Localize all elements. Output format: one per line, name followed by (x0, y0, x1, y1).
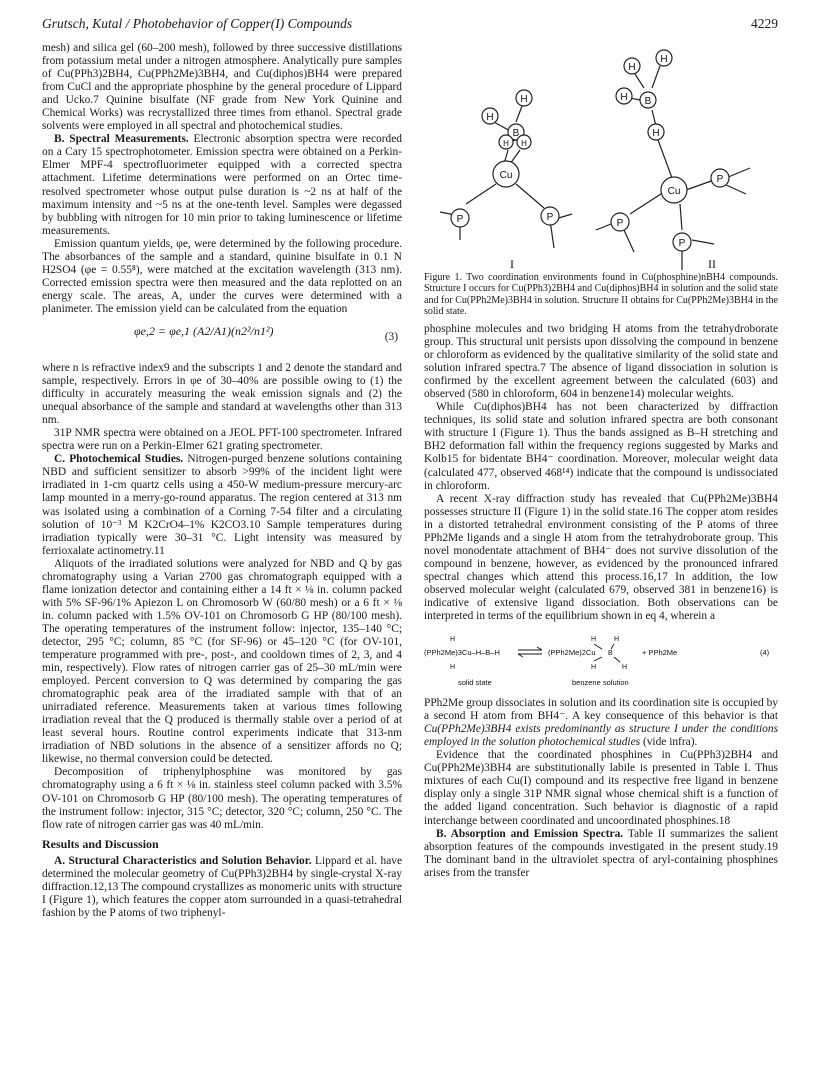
paragraph-nmr: 31P NMR spectra were obtained on a JEOL PFT-100 spectrometer. Infrared spectra were run on a Perkin-Elmer 621 grating spectrometer. (42, 427, 402, 453)
svg-text:B: B (608, 650, 613, 658)
atom-h: H (628, 62, 636, 73)
paragraph-photochem: C. Photochemical Studies. Nitrogen-purged benzene solutions containing NBD and sufficient sensitizer to absorb >99% of the incident light were irradiated in 1-cm quartz cells using a 450-W medium-pressure mercury-arc lamp mounted in a merry-go-round apparatus. The region centered at 313 nm was isolated using a combination of a Corning 7-54 filter and a circulating solution of 10⁻³ M K2CrO4–1% K2CO3.10 Sample temperatures during irradiation typically were 30–31 °C. Light intensity was measured by ferrioxalate actinometry.11 (42, 453, 402, 557)
atom-p: P (716, 174, 724, 185)
atom-p: P (678, 238, 686, 249)
atom-p: P (456, 214, 464, 225)
section-heading-results: Results and Discussion (42, 836, 159, 851)
paragraph-dissociation: PPh2Me group dissociates in solution and its coordination site is occupied by a second H atom from BH4⁻. A key consequence of this behavior is that Cu(PPh2Me)3BH4 exists predominantly as structure I under the conditions employed in the solution photochemical studies (vide infra). (424, 697, 778, 749)
section-heading-absorption: B. Absorption and Emission Spectra. (436, 827, 624, 840)
equation-4 (424, 631, 778, 691)
emphasis-structure-i: Cu(PPh2Me)3BH4 exists predominantly as structure I under the conditions employed in the solution photochemical studies (424, 723, 778, 749)
atom-h: H (652, 128, 660, 139)
structure-label-i: I (510, 257, 514, 271)
paragraph-structural: A. Structural Characteristics and Solution Behavior. Lippard et al. have determined the molecular geometry of Cu(PPh3)2BH4 by single-crystal X-ray diffraction.12,13 The compound crystallizes as monomeric units with structure I (Figure 1), which features the copper atom surrounded in a quasi-tetrahedral fashion by the P atoms of two triphenyl- (42, 854, 402, 919)
atom-h: H (520, 94, 528, 105)
equation-4-complex: (PPh2Me)2Cu (548, 648, 596, 658)
svg-text:H: H (614, 636, 620, 644)
equation-4-product: + PPh2Me (642, 648, 678, 658)
equation-3-body: φe,2 = φe,1 (A2/A1)(n2²/n1²) (134, 323, 274, 338)
atom-cu: Cu (499, 170, 513, 181)
structure-label-ii: II (708, 257, 716, 271)
equation-3 (42, 319, 402, 359)
paragraph-absorption: B. Absorption and Emission Spectra. Table II summarizes the salient absorption features of the compounds investigated in the present study.19 The dominant band in the ultraviolet spectra of aryl-containing phosphines arises from the transfer (424, 827, 778, 879)
left-column (42, 42, 402, 920)
svg-text:H: H (591, 664, 597, 672)
running-header (42, 16, 778, 36)
svg-text:H: H (591, 636, 597, 644)
atom-h: H (486, 112, 494, 123)
paragraph-lability: Evidence that the coordinated phosphines in Cu(PPh3)2BH4 and Cu(PPh2Me)3BH4 are substitutionally labile is presented in Table I. Thus mixtures of each Cu(I) compound and its respective free ligand in benzene display only a single 31P NMR signal whose chemical shift is a function of the added ligand concentration. Such behavior is diagnostic of a rapid interchange between coordinated and uncoordinated phosphines.18 (424, 749, 778, 827)
section-heading-spectral: B. Spectral Measurements. (54, 133, 189, 146)
equation-3-number: (3) (384, 330, 398, 343)
figure-1-structures (420, 44, 780, 272)
paragraph-spectral: B. Spectral Measurements. Electronic absorption spectra were recorded on a Cary 15 spectrophotometer. Emission spectra were obtained on a Perkin-Elmer MPF-4 spectrofluorimeter equipped with a corrected spectra attachment. Lifetime determinations were performed on an Ortec time-resolved spectrometer whose output pulse duration is ~2 ns at half of the maximum intensity and ~5 ns at the one-tenth level. Samples were degassed by bubbling with nitrogen for 10 min prior to taking luminescence or lifetime measurements. (42, 133, 402, 237)
paragraph-aliquots: Aliquots of the irradiated solutions were analyzed for NBD and Q by gas chromatography using a Varian 2700 gas chromatograph equipped with a flame ionization detector and containing either a 14 ft × ⅛ in. column packed with 5% SF-96/1% Apiezon L on Chromosorb W (60/80 mesh) or a 6 ft × ⅛ in. column packed with 1.5% OV-101 on Chromosorb G HP (80/100 mesh). The operating temperatures of the instrument follow: injector, 135–140 °C; detector, 295 °C; column, 85 °C (for SF-96) or 45–120 °C (for OV-101, temperature programmed with pre-, post-, and cooldown times of 2, 3, and 4 min, respectively). Flow rates of nitrogen carrier gas of 25–30 mL/min were employed. Percent conversion to Q was determined by comparing the gas chromatographic peak area of the irradiated sample with that of an unirradiated reference. Measurements taken at various times following irradiation reveal that the Q produced is thermally stable over a period of at least several hours. Routine control experiments indicate that 313-nm irradiation of NBD solutions in the absence of a sensitizer affords no Q; likewise, no thermal conversion could be detected. (42, 557, 402, 766)
atom-h: H (660, 54, 668, 65)
paragraph-refractive: where n is refractive index9 and the subscripts 1 and 2 denote the standard and sample, respectively. Errors in φe of 30–40% are possible owing to (1) the difficulty in accurately measuring the weak emission signals and (2) the unequal absorbance of the sample and standard at wavelengths other than 313 nm. (42, 361, 402, 427)
svg-text:H: H (622, 664, 628, 672)
paragraph-diphos: While Cu(diphos)BH4 has not been characterized by diffraction techniques, its solid state and solution infrared spectra are both consonant with structure I (Figure 1). Thus the bands assigned as B–H stretching and BH2 deformation fall within the frequency regions suggested by Marks and Kolb15 for bidentate BH4⁻ coordination. Moreover, molecular weight data (calculated 477, observed 468¹⁴) indicate that the compound is undissociated in chloroform. (424, 401, 778, 492)
atom-b: B (644, 96, 652, 107)
running-title: Grutsch, Kutal / Photobehavior of Copper(I) Compounds (42, 16, 353, 31)
atom-cu: Cu (667, 186, 681, 197)
equation-4-solid-label: solid state (458, 678, 492, 688)
paragraph-materials: mesh) and silica gel (60–200 mesh), followed by three successive distillations from potassium metal under a nitrogen atmosphere. Analytically pure samples of Cu(PPh3)2BH4, Cu(PPh2Me)3BH4, and Cu(diphos)BH4 were prepared from CuCl and the appropriate phosphine by the general procedure of Lippard and Ucko.7 Quinine bisulfate (NF grade from New York Quinine and Chemical Works) was recrystallized three times from ethanol. Spectral grade solvents were employed in all spectral and photochemical studies. (42, 42, 402, 133)
section-heading-structural: A. Structural Characteristics and Solution Behavior. (54, 854, 312, 867)
atom-h: H (620, 92, 628, 103)
paragraph-quantum-yield: Emission quantum yields, φe, were determined by the following procedure. The absorbances of the sample and a standard, quinine bisulfate in 0.1 N H2SO4 (φe = 0.55⁸), were matched at the excitation wavelength (313 nm). Corrected emission spectra were then measured and the data replotted on an energy scale. The areas, A, under the curves were determined with a planimeter. The emission yield can be calculated from the equation (42, 237, 402, 315)
figure-1-caption: Figure 1. Two coordination environments found in Cu(phosphine)nBH4 compounds. Structure I occurs for Cu(PPh3)2BH4 and Cu(diphos)BH4 in solution and the solid state and for Cu(PPh2Me)3BH4 in solution. Structure II obtains for Cu(PPh2Me)3BH4 in the solid state. (424, 272, 778, 318)
equation-4-reactant: (PPh2Me)3Cu–H–B–H (424, 648, 500, 658)
atom-p: P (616, 218, 624, 229)
paragraph-decomposition: Decomposition of triphenylphosphine was monitored by gas chromatography using a 6 ft × ⅛ in. stainless steel column packed with 3.5% OV-101 on Chromosorb G HP (80/100 mesh). The operating temperatures of the instrument follow: injector, 315 °C; detector, 320 °C; column, 250 °C. The flow rate of nitrogen carrier gas was 40 mL/min. (42, 766, 402, 831)
svg-text:H: H (450, 664, 456, 672)
page-number: 4229 (751, 16, 778, 31)
svg-text:H: H (450, 636, 456, 644)
atom-h: H (503, 139, 509, 148)
section-heading-photochem: C. Photochemical Studies. (54, 453, 184, 466)
equation-4-scheme (424, 631, 778, 691)
paragraph-xray: A recent X-ray diffraction study has revealed that Cu(PPh2Me)3BH4 possesses structure II (Figure 1) in the solid state.16 The copper atom resides in a distorted tetrahedral environment consisting of the P atoms of three PPh2Me ligands and a single H atom from the tetrahydroborate group. This novel monodentate attachment of BH4⁻ does not survive dissolution of the compound in benzene, however, as evidenced by the pronounced infrared spectral changes which attend this process.16,17 In addition, the low observed molecular weight (calculated 679, observed 381 in benzene16) is indicative of extensive ligand dissociation. Both observations can be interpreted in terms of the equilibrium shown in eq 4, wherein a (424, 492, 778, 623)
paragraph-structure-persists: phosphine molecules and two bridging H atoms from the tetrahydroborate group. This structural unit persists upon dissolving the compound in benzene or chloroform as evidenced by the qualitative similarity of the solid state and solution infrared spectra.7 The absence of ligand dissociation in solution is confirmed by the excellent agreement between the calculated (603) and observed (580 in chloroform, 604 in benzene14) molecular weights. (424, 323, 778, 401)
figure-1 (420, 44, 780, 272)
atom-b: B (512, 128, 520, 139)
atom-h: H (521, 139, 527, 148)
atom-p: P (546, 212, 554, 223)
equation-4-solution-label: benzene solution (572, 678, 629, 688)
right-column (424, 323, 778, 880)
equation-4-number: (4) (760, 648, 770, 658)
